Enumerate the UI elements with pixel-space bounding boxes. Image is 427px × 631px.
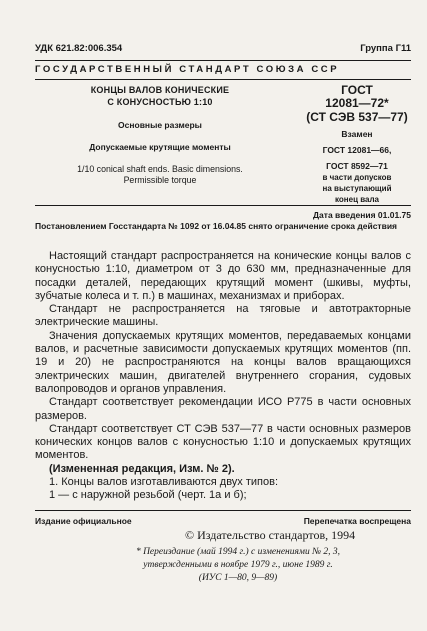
paragraph-st-sev: Стандарт соответствует СТ СЭВ 537—77 в части основных размеров конических концов валов с конусностью 1:10 и допускаемых крутящих моментов.	[35, 422, 411, 462]
top-rule	[35, 60, 411, 61]
paragraph-amendment: (Измененная редакция, Изм. № 2).	[49, 462, 235, 475]
english-title	[35, 164, 285, 186]
partial-note-1: в части допусков	[322, 173, 392, 182]
paragraph-iso: Стандарт соответствует рекомендации ИСО Р775 в части основных размеров.	[35, 396, 411, 422]
paragraph-scope: Настоящий стандарт распространяется на конические концы валов с конусностью 1:10, диаметром от 3 до 630 мм, предназначенные для посадки деталей, передающих крутящий момент (шкивы, муфты, зубчатые колеса и т. п.) в машинах, механизмах и приборах.	[35, 250, 411, 302]
replaced-standard-1: ГОСТ 12081—66,	[322, 145, 392, 155]
gost-label: ГОСТ	[341, 83, 373, 97]
decree-text: Постановлением Госстандарта № 1092 от 16.04.85 снято ограничение срока действия	[35, 221, 398, 231]
heading-rule	[35, 79, 411, 80]
paragraph-torque: Значения допускаемых крутящих моментов, передаваемых концами валов, и расчетные зависимости допускаемых крутящих моментов (пп. 19 и 20) не распространяются на концы валов вращающихся электрических машин, двигателей внутреннего сгорания, судовых валопроводов и органов управления.	[35, 329, 411, 395]
gost-number: 12081—72*	[325, 96, 389, 110]
title-line-1: КОНЦЫ ВАЛОВ КОНИЧЕСКИЕ	[90, 85, 230, 95]
copyright: © Издательство стандартов, 1994	[185, 528, 356, 542]
reissue-line-1: * Переиздание (май 1994 г.) с изменениями № 2, 3,	[135, 547, 341, 557]
gost-block	[303, 84, 411, 205]
title-line-2: С КОНУСНОСТЬЮ 1:10	[107, 97, 213, 107]
paragraph-exclusion: Стандарт не распространяется на тяговые и автотракторные электрические машины.	[35, 303, 411, 329]
official-edition: Издание официальное	[35, 516, 132, 526]
paragraph-type-1: 1 — с наружной резьбой (черт. 1а и б);	[49, 489, 247, 502]
udk-code: УДК 621.82:006.354	[35, 43, 123, 54]
reissue-line-3: (ИУС 1—80, 9—89)	[198, 573, 278, 583]
reissue-line-2: утвержденными в ноябре 1979 г., июне 1989 г.	[143, 560, 333, 570]
english-title-line-2: Permissible torque	[123, 175, 197, 185]
introduction-date: Дата введения 01.01.75	[313, 210, 411, 220]
footer-rule	[35, 510, 411, 511]
partial-note-2: на выступающий	[322, 184, 392, 193]
title-block	[35, 84, 285, 186]
reprint-prohibited: Перепечатка воспрещена	[303, 516, 411, 526]
english-title-line-1: 1/10 conical shaft ends. Basic dimensions.	[77, 164, 243, 174]
replaced-standard-2: ГОСТ 8592—71	[326, 161, 388, 171]
replaced-label: Взамен	[341, 129, 373, 139]
intro-rule	[35, 205, 411, 206]
reissue-note	[88, 546, 388, 585]
subtitle: Основные размеры	[118, 120, 202, 130]
body-text	[35, 250, 411, 503]
state-standard-heading: ГОСУДАРСТВЕННЫЙ СТАНДАРТ СОЮЗА ССР	[35, 64, 340, 75]
subtitle-2: Допускаемые крутящие моменты	[89, 142, 231, 152]
group-code: Группа Г11	[360, 43, 411, 54]
paragraph-types: 1. Концы валов изготавливаются двух типов:	[49, 476, 279, 489]
partial-note-3: конец вала	[335, 195, 379, 204]
st-sev-number: (СТ СЭВ 537—77)	[306, 110, 408, 124]
